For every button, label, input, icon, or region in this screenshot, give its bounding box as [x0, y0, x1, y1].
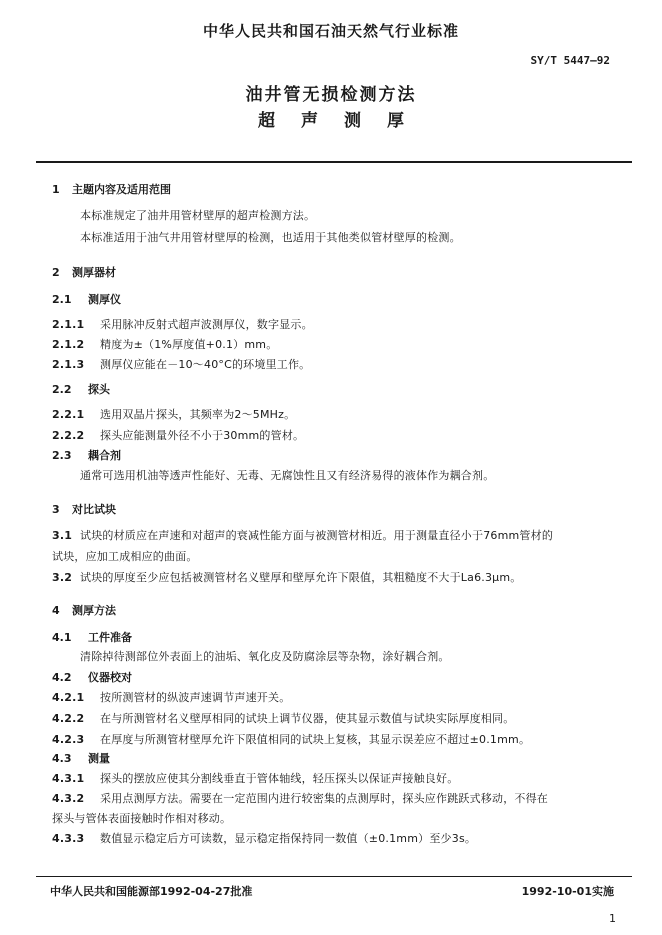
section-2-3-paragraph: 通常可选用机油等透声性能好、无毒、无腐蚀性且又有经济易得的液体作为耦合剂。	[80, 469, 495, 482]
clause-4-3-2-line-2: 探头与管体表面接触时作相对移动。	[52, 812, 232, 825]
effective-date: 1992-10-01实施	[521, 885, 614, 898]
document-subtitle: 超声测厚	[258, 111, 430, 131]
section-4-3-heading: 4.3 测量	[52, 752, 110, 765]
issuer-heading: 中华人民共和国石油天然气行业标准	[202, 22, 459, 40]
clause-2-1-1: 2.1.1 采用脉冲反射式超声波测厚仪，数字显示。	[52, 318, 313, 331]
section-4-heading: 4 测厚方法	[52, 604, 116, 617]
clause-4-3-2-line-1: 4.3.2 采用点测厚方法。需要在一定范围内进行较密集的点测厚时，探头应作跳跃式移动，不得在	[52, 792, 548, 805]
section-4-2-heading: 4.2 仪器校对	[52, 671, 132, 684]
standard-code: SY/T 5447—92	[530, 54, 610, 67]
approval-line: 中华人民共和国能源部1992-04-27批准	[50, 885, 253, 898]
clause-4-3-1: 4.3.1 探头的摆放应使其分割线垂直于管体轴线，轻压探头以保证声接触良好。	[52, 772, 459, 785]
section-2-1-heading: 2.1 测厚仪	[52, 293, 121, 306]
clause-4-2-2: 4.2.2 在与所测管材名义壁厚相同的试块上调节仪器，使其显示数值与试块实际厚度相同。	[52, 712, 515, 725]
section-2-heading: 2 测厚器材	[52, 266, 116, 279]
clause-2-1-2: 2.1.2 精度为±（1%厚度值+0.1）mm。	[52, 338, 278, 351]
section-3-heading: 3 对比试块	[52, 503, 116, 516]
section-4-1-heading: 4.1 工件准备	[52, 631, 132, 644]
clause-4-2-1: 4.2.1 按所测管材的纵波声速调节声速开关。	[52, 691, 291, 704]
section-1-paragraph-1: 本标准规定了油井用管材壁厚的超声检测方法。	[80, 209, 316, 222]
section-1-heading: 1 主题内容及适用范围	[52, 183, 171, 196]
clause-2-2-2: 2.2.2 探头应能测量外径不小于30mm的管材。	[52, 429, 305, 442]
section-2-3-heading: 2.3 耦合剂	[52, 449, 121, 462]
document-title: 油井管无损检测方法	[245, 85, 417, 105]
clause-4-3-3: 4.3.3 数值显示稳定后方可读数，显示稳定指保持同一数值（±0.1mm）至少3s。	[52, 832, 477, 845]
page-number: 1	[609, 912, 616, 925]
section-1-paragraph-2: 本标准适用于油气井用管材壁厚的检测，也适用于其他类似管材壁厚的检测。	[80, 231, 461, 244]
header-divider	[36, 161, 632, 163]
clause-3-2: 3.2 试块的厚度至少应包括被测管材名义壁厚和壁厚允许下限值，其粗糙度不大于La6.3μm。	[52, 571, 522, 584]
clause-4-2-3: 4.2.3 在厚度与所测管材壁厚允许下限值相同的试块上复核，其显示误差应不超过±0.1mm。	[52, 733, 531, 746]
section-2-2-heading: 2.2 探头	[52, 383, 110, 396]
clause-2-2-1: 2.2.1 选用双晶片探头，其频率为2～5MHz。	[52, 408, 296, 421]
clause-3-1-line-1: 3.1 试块的材质应在声速和对超声的衰减性能方面与被测管材相近。用于测量直径小于76mm管材的	[52, 529, 554, 542]
section-4-1-paragraph: 清除掉待测部位外表面上的油垢、氧化皮及防腐涂层等杂物，涂好耦合剂。	[80, 650, 450, 663]
clause-2-1-3: 2.1.3 测厚仪应能在－10～40°C的环境里工作。	[52, 358, 311, 371]
footer-divider	[36, 876, 632, 877]
clause-3-1-line-2: 试块，应加工成相应的曲面。	[52, 550, 198, 563]
